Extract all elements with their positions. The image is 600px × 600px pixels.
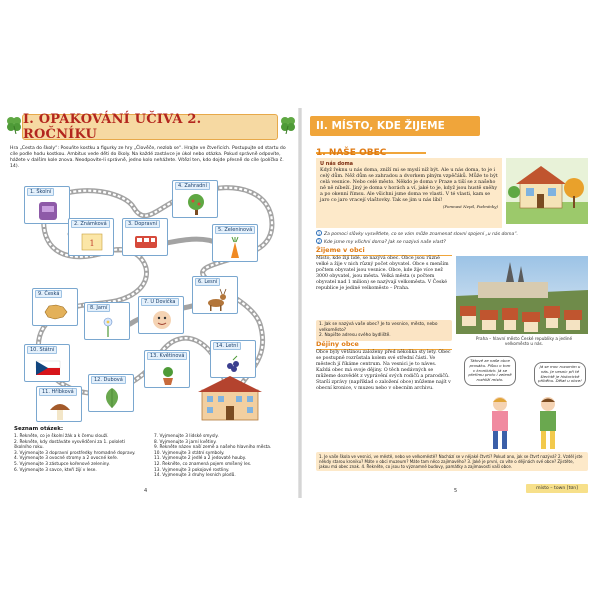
chapter-title: II. MÍSTO, KDE ŽIJEME — [316, 120, 445, 132]
page-title: I. OPAKOVÁNÍ UČIVA 2. ROČNÍKU — [23, 112, 202, 142]
mushroom-icon — [47, 398, 73, 422]
czech-flag-icon — [35, 356, 61, 380]
subsection-heading: Dějiny obce — [316, 340, 452, 350]
school-building-icon — [198, 374, 262, 422]
subsection-text: Místo, kde žijí lidé, se nazývá obec. Obce jsou různě velké a žije v nich různý počet obyvatel. Obce s menším počtem obyvatel jsou vesnice. Obce, kde žije více než 3000 obyvatel, jsou města. Velká města (s počtem obyvatel nad 1 milion) se nazývají velkoměsta. V České republice je jediné velkoměsto – Praha. — [316, 256, 449, 291]
senses-icon — [149, 308, 175, 332]
station-label: 12. Dubová — [91, 376, 126, 384]
station-label: 11. Hříbková — [39, 388, 77, 396]
potted-plant-icon — [155, 362, 181, 386]
station-2 — [68, 218, 114, 256]
children-illustration — [458, 356, 590, 452]
reading-author: (Pomnast Nepil, Podmínky) — [442, 204, 498, 209]
questions-heading: Seznam otázek: — [14, 426, 64, 432]
page-number: 5 — [454, 488, 458, 494]
question-item: 7. Vyjmenujte 3 lidské smysly. — [154, 434, 219, 439]
reading-text: Když řeknu u nás doma, zníží mi se myslí níž být. Ale u nás doma, to je i celý dům. Něž dům se zahradou a dvorkem plným vzpěčáků. Může to být celá vesnice. Nebo celé město. Někdo je doma v Praze a tiší se z našeho ně ně níbeží. Jiný je doma v horách a ví, jaké to je, když jsou hustě sněhy a po okenní římsu. Ale všichni jsme doma ve vlasti. V té vlasti, kam se jaro co jaro vracejí vlaštovky. Tak se jim u nás líbí! — [320, 168, 498, 203]
station-label: 3. Dopravní — [125, 220, 160, 228]
page-number: 4 — [144, 488, 148, 494]
question-item: 4. Vyjmenujte 3 ovocné stromy a 2 ovocné keře. — [14, 456, 119, 462]
berries-icon — [221, 352, 247, 376]
station-5 — [212, 224, 258, 262]
kids-icon — [478, 394, 574, 452]
question-item: 11. Vyjmenujte 2 jedlé a 2 jedovaté houby. — [154, 456, 247, 462]
speech-bubble: Tátové ze naše obce prosáku. Píšou o tom v kronikách. Já se přeřimu proto i zeleně rozhlíží místo. — [464, 356, 516, 386]
reading-box — [316, 158, 502, 228]
tram-icon — [133, 230, 159, 254]
report-card-icon — [79, 230, 105, 254]
station-label: 7. U Dovička — [141, 298, 179, 306]
question-item: 12. Řekněte, co znamená pojem smíšený les. — [154, 461, 252, 467]
station-13 — [144, 350, 190, 388]
station-7 — [138, 296, 184, 334]
deer-icon — [203, 288, 229, 312]
vocabulary-label: místo – town [tʊn] — [526, 484, 588, 493]
reading-tasks — [316, 230, 586, 246]
question-item: 2. Řekněte, kdy dostáváte vysvědčení za 1. pololetí školního roku. — [14, 439, 125, 451]
task-item: 1. Jak se nazývá vaše obec? Je to vesnice, město, nebo velkoměsto? — [319, 322, 438, 333]
station-label: 8. Jarní — [87, 304, 110, 312]
clover-icon — [278, 114, 298, 134]
question-item: 3. Vyjmenujte 3 dopravní prostředky hromadné dopravy. — [14, 450, 136, 456]
reading-title: U nás doma — [320, 161, 354, 167]
game-instructions: Hra „Cesta do školy“: Posuňte kostku a figurky ze hry „Člověče, nezlob se“. Hrajte ve čtveřicích. Postupujte od startu do cíle podle hodu kostkou. Ambitus vede děti do školy. Na každé zastávce je úkol nebo otázka. Pokud správně odpovíte, hážete v dalším kole znova. Neodpovíte-li správně, jedno kolo nehážete. Vítězí ten, kdo dojde přesně do cíle (políčko č. 14). — [10, 146, 286, 169]
question-item: 5. Vyjmenujte 3 zástupce kořenové zeleniny. — [14, 461, 110, 467]
station-10 — [24, 344, 70, 382]
station-label: 4. Zahradní — [175, 182, 210, 190]
station-label: 14. Letní — [213, 342, 241, 350]
questions-list-b — [154, 434, 290, 479]
section-heading — [316, 140, 426, 158]
task-text: Za pomoci slůvky vysvětlete, co se vám může znamenat slovní spojení „u nás doma“. — [324, 232, 518, 237]
question-item: 13. Vyjmenujte 3 pokojové rostliny. — [154, 467, 230, 473]
question-item: 14. Vyjmenujte 3 druhy lesních plodů. — [154, 473, 236, 479]
question-item: 1. Řekněte, co je školní žák a k čemu slouží. — [14, 434, 109, 439]
question-item: 9. Řekněte název naší země a našeho hlavního města. — [154, 445, 272, 451]
question-item: 10. Vyjmenujte 3 státní symboly. — [154, 450, 225, 456]
school-bag-icon — [35, 198, 61, 222]
task-text: Kde jsme my všichni doma? Jak se nazývá naše vlast? — [324, 240, 446, 245]
subsection-heading: Žijeme v obci — [316, 246, 452, 256]
tree-icon — [183, 192, 209, 216]
subsection-text: Obce byly většinou založeny před několika sty lety. Obec se postupně rozrůstala kolem své střední části. Ve městech jí říkáme centrum. Na vesnici je to náves. Každá obec má svoje dějiny. O těch nedávných se můžeme dozvědět z vyprávění svých rodičů a prarodičů. Starší zprávy (například o založení obce) můžeme najít v obecní kronice, v muzeu nebo v obecním archivu. — [316, 350, 451, 391]
station-12 — [88, 374, 134, 412]
vegetables-icon — [223, 236, 249, 260]
station-8 — [84, 302, 130, 340]
station-label: 13. Květinová — [147, 352, 187, 360]
prague-photo — [456, 256, 588, 334]
station-label: 1. Školní — [27, 188, 54, 196]
station-11 — [36, 386, 82, 422]
left-page — [2, 108, 298, 498]
task-number-icon: 1 — [317, 231, 321, 236]
station-9 — [32, 288, 78, 326]
book-gutter — [298, 108, 302, 498]
spring-flower-icon — [95, 314, 121, 338]
station-label: 6. Lesní — [195, 278, 220, 286]
right-page — [302, 108, 598, 498]
station-label: 10. Státní — [27, 346, 57, 354]
game-board — [10, 174, 292, 424]
clover-icon — [4, 114, 24, 134]
question-item: 6. Vyjmenujte 3 savce, kteří žijí v lese. — [14, 467, 97, 473]
oak-leaf-icon — [99, 386, 125, 410]
station-6 — [192, 276, 238, 314]
task-item: 2. Napište adresu svého bydliště. — [319, 333, 391, 339]
station-4 — [172, 180, 218, 218]
speech-bubble: Já se moc rozumím u nás. Je vesnic při té šlechtě je historické příběhu. Dělat u obce! — [534, 362, 586, 387]
task-box — [316, 320, 452, 341]
section-title: 1. NAŠE OBEC — [316, 148, 387, 158]
page-title-banner — [22, 114, 278, 140]
question-item: 8. Vyjmenujte 3 jarní květiny. — [154, 439, 217, 445]
station-3 — [122, 218, 168, 256]
station-label: 9. Česká — [35, 290, 62, 298]
czech-map-icon — [43, 300, 69, 324]
photo-caption: Praha – hlavní město České republiky a jediné velkoměsto u nás. — [475, 336, 573, 347]
questions-list-a — [14, 434, 142, 473]
village-house-illustration — [506, 158, 588, 224]
bottom-task-box: 1. Je vaše škola ve vesnici, ve městě, nebo ve velkoměstě? Nachází se v nějaké čtvrti? Pokud ano, jak se čtvrť nazývá? 2. Vzděl jste někdy starou kroniku? Máte v obci muzeum? Máte tam něco zajímavého? 3. Jaké je první, co víte o dějinách své obce? Zjistěte, jakou má obec znak. 4. Řekněte, co jsou to významné budovy, památky a zajímavosti vaší obce. — [316, 452, 588, 471]
station-14 — [210, 340, 256, 378]
station-label: 2. Známková — [71, 220, 110, 228]
svg-text:1: 1 — [89, 239, 95, 248]
chapter-title-banner — [310, 116, 480, 136]
task-number-icon: 2 — [317, 239, 321, 244]
station-1 — [24, 186, 70, 224]
station-label: 5. Zeleninová — [215, 226, 255, 234]
